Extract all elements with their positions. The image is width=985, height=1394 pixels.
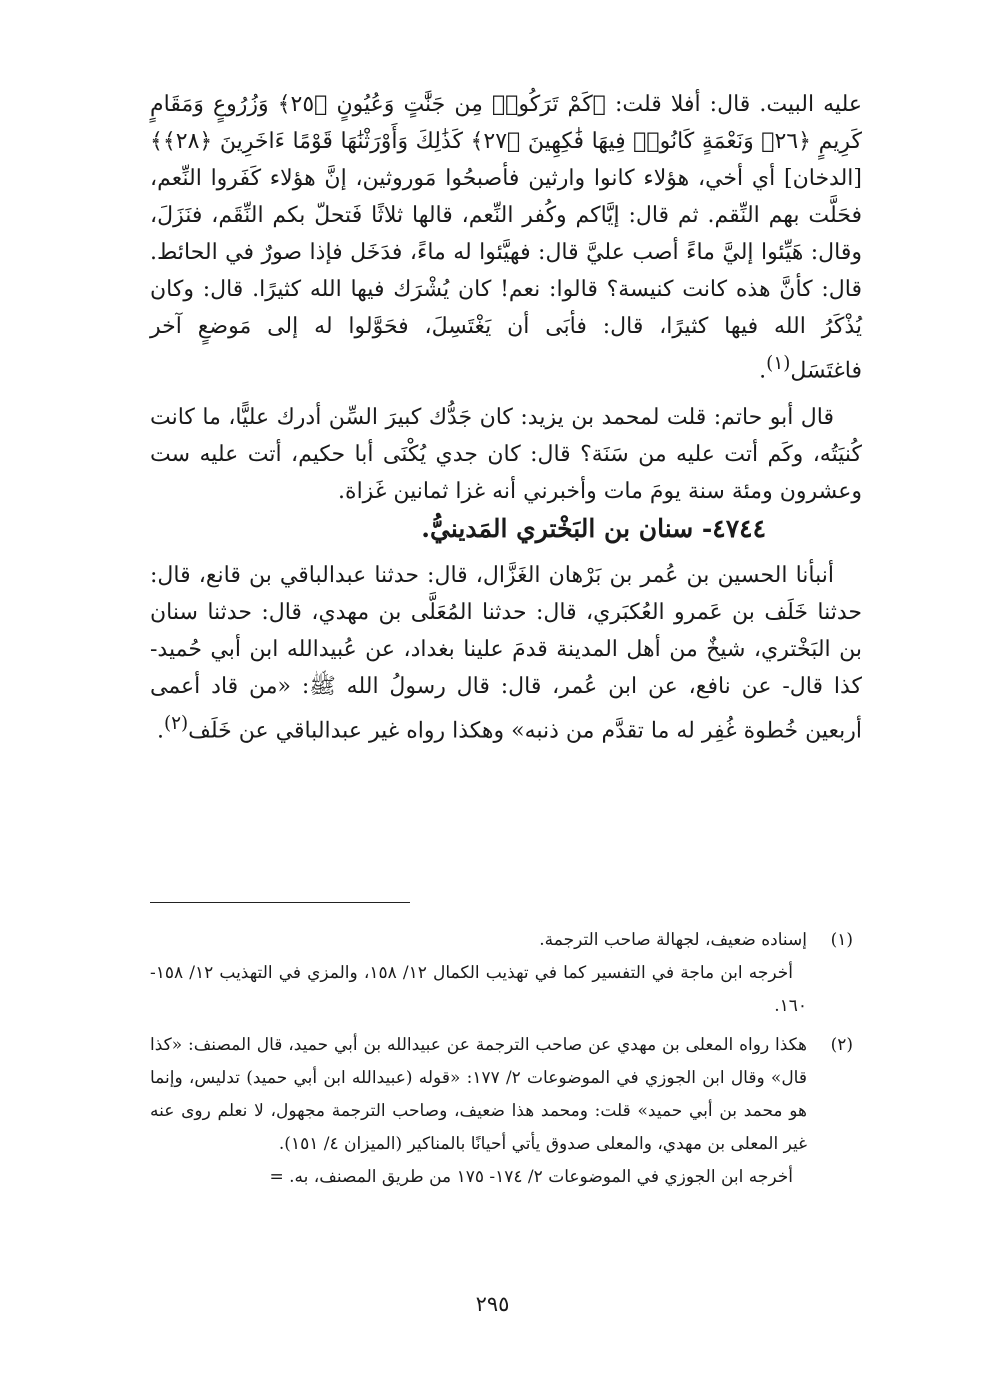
paragraph-3 <box>150 557 862 749</box>
footnote-line: هكذا رواه المعلى بن مهدي عن صاحب الترجمة عن عبيدالله بن أبي حميد، قال المصنف: «كذا قال» وقال ابن الجوزي في الموضوعات ٢/ ١٧٧: «قوله (عبيدالله ابن أبي حميد) تدليس، وإنما هو محمد بن أبي حميد» قلت: ومحمد هذا ضعيف، وصاحب الترجمة مجهول، لا نعلم روى عنه غير المعلى بن مهدي، والمعلى صدوق يأتي أحيانًا بالمناكير (الميزان ٤/ ١٥١). <box>150 1035 807 1154</box>
footnote-separator <box>150 902 410 903</box>
footnotes <box>150 924 853 1194</box>
footnote-line: أخرجه ابن الجوزي في الموضوعات ٢/ ١٧٤- ١٧٥ من طريق المصنف، به. = <box>269 1167 793 1187</box>
footnote-ref-1: (١) <box>766 353 791 374</box>
paragraph-2: قال أبو حاتم: قلت لمحمد بن يزيد: كان جَدُّك كبيرَ السِّن أدرك عليًّا، ما كانت كُنيَتُه، وكَم أتت عليه من سَنَة؟ قال: كان جدي يُكْنَى أبا حكيم، أتت عليه ست وعشرون ومئة سنة يومَ مات وأخبرني أنه غزا ثمانين غَزاة. <box>150 405 862 505</box>
paragraph-1-end: . <box>759 358 767 384</box>
footnote-ref-2: (٢) <box>163 713 189 735</box>
paragraph-3-text: أنبأنا الحسين بن عُمر بن بَرْهان الغَزَّال، قال: حدثنا عبدالباقي بن قانع، قال: حدثنا خَلَف بن عَمرو العُكبَري، قال: حدثنا المُعَلَّى بن مهدي، قال: حدثنا سنان بن البَخْتري، شيخٌ من أهل المدينة قدمَ علينا بغداد، عن عُبيدالله ابن أبي حُميد- كذا قال- عن نافع، عن ابن عُمر، قال: قال رسولُ الله ﷺ: «من قاد أعمى أربعين خُطوة غُفِر له ما تقدَّم من ذنبه» وهكذا رواه غير عبدالباقي عن خَلَف <box>150 563 862 744</box>
footnote-number: (٢) <box>830 1035 853 1055</box>
paragraph-3-end: . <box>156 718 164 744</box>
footnote-body <box>150 1029 807 1194</box>
entry-title: ٤٧٤٤- سنان بن البَخْتري المَدينيُّ. <box>421 514 766 544</box>
paragraph-1 <box>150 86 862 389</box>
footnote-number: (١) <box>830 930 853 950</box>
footnote-2 <box>150 1029 853 1194</box>
paragraph-1-text: عليه البيت. قال: أفلا قلت: ﴿كَمْ تَرَكُوا۟ مِن جَنَّٰتٍ وَعُيُونٍ ﴿٢٥﴾ وَزُرُوعٍ وَمَقَامٍ كَرِيمٍ ﴿٢٦﴾ وَنَعْمَةٍ كَانُوا۟ فِيهَا فَٰكِهِينَ ﴿٢٧﴾ كَذَٰلِكَ وَأَوْرَثْنَٰهَا قَوْمًا ءَاخَرِينَ ﴿٢٨﴾﴾ [الدخان] أي أخي، هؤلاء كانوا وارثين فأصبحُوا مَوروثين، إنَّ هؤلاء كَفَروا النِّعم، فحَلَّت بهم النِّقم. ثم قال: إيَّاكم وكُفر النِّعم، قالها ثلاثًا فَتحلّ بكم النِّقَم، فنَزَلَ، وقال: هَيِّئوا إليَّ ماءً أصب عليَّ قال: فهيَّئوا له ماءً، فدَخَل فإذا صورٌ في الحائط. قال: كأنَّ هذه كانت كنيسة؟ قالوا: نعم! كان يُشْرَك فيها الله كثيرًا. قال: وكان يُذْكَرُ الله فيها كثيرًا، قال: فأبَى أن يَغْتَسِلَ، فحَوَّلوا له إلى مَوضعٍ آخر فاغتَسَل <box>150 92 862 384</box>
footnote-line: أخرجه ابن ماجة في التفسير كما في تهذيب الكمال ١٢/ ١٥٨، والمزي في التهذيب ١٢/ ١٥٨- ١٦٠. <box>150 963 807 1016</box>
footnote-body <box>150 924 807 1023</box>
page-number: ٢٩٥ <box>475 1292 510 1316</box>
footnote-line: إسناده ضعيف، لجهالة صاحب الترجمة. <box>539 930 807 950</box>
main-text <box>150 86 862 750</box>
footnote-1 <box>150 924 853 1023</box>
